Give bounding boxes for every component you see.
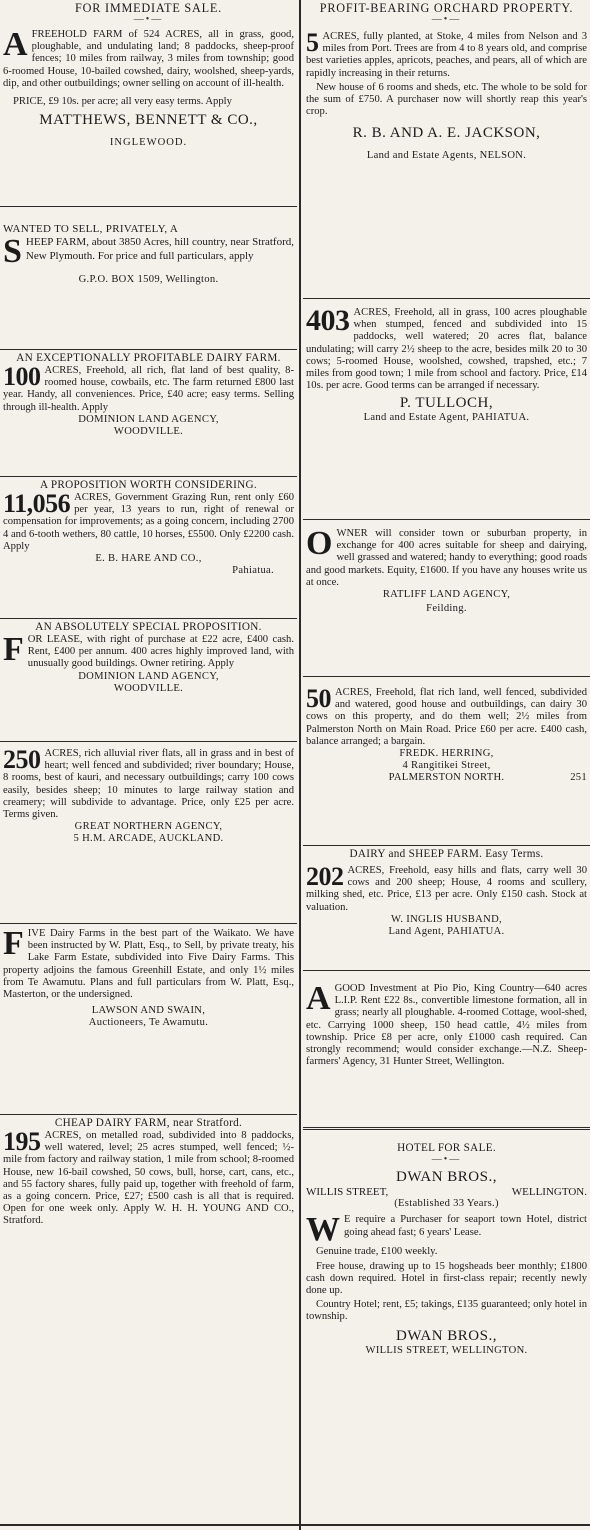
ad-agent: MATTHEWS, BENNETT & CO., xyxy=(39,112,258,129)
ad-cheap-dairy-farm xyxy=(0,1114,297,1321)
ad-agent: DOMINION LAND AGENCY, xyxy=(78,413,219,425)
ad-trade-line: Genuine trade, £100 weekly. xyxy=(316,1246,438,1258)
ad-agent: DOMINION LAND AGENCY, xyxy=(78,670,219,682)
ad-body: GOOD Investment at Pio Pio, King Country—640 acres L.I.P. Rent £22 8s., convertible limestone formation, all in grass; nearly all ploughable. 4-roomed Cottage, wool-shed, etc. Carrying 1000 sheep, 150 head cattle, 4½ miles from township. Price £8 per acre, only £1000 cash required. Can strongly recommend; would consider exchange.—N.Z. Sheep-farmers' Agency, 31 Hunter Street, Wellington. xyxy=(306,983,587,1068)
ad-agent: LAWSON AND SWAIN, xyxy=(91,1005,206,1017)
ad-heading: HOTEL FOR SALE. xyxy=(397,1142,496,1154)
ad-agent: P. TULLOCH, xyxy=(399,395,494,412)
ad-pio-pio-investment xyxy=(303,970,590,1127)
drop-cap: S xyxy=(3,233,22,270)
ad-agent: GREAT NORTHERN AGENCY, xyxy=(74,821,223,833)
acreage-number: 195 xyxy=(3,1127,41,1156)
acreage-number: 202 xyxy=(306,862,344,891)
ad-agent: FREDK. HERRING, xyxy=(399,748,494,760)
ad-orchard-property xyxy=(303,0,590,298)
ad-freehold-403-acres xyxy=(303,298,590,519)
ad-lead-line: WANTED TO SELL, PRIVATELY, A xyxy=(3,223,179,235)
ad-agent: RATLIFF LAND AGENCY, xyxy=(382,589,511,601)
ad-heading: DAIRY and SHEEP FARM. Easy Terms. xyxy=(349,848,544,860)
ad-lease-proposition xyxy=(0,618,297,741)
ad-body: ACRES, Freehold, easy hills and flats, carry well 30 cows and 200 sheep; House, 4 rooms and scullery, milking shed, etc. Price, £13 per acre. Only £150 cash. Stock at valuation. xyxy=(306,865,587,913)
ad-exchange-offer xyxy=(303,519,590,676)
ad-river-flats xyxy=(0,741,297,923)
column-divider xyxy=(299,0,301,1530)
ad-sign-firm: DWAN BROS., xyxy=(396,1327,497,1344)
acreage-number: 403 xyxy=(306,304,350,337)
drop-cap: O xyxy=(306,525,333,562)
acreage-number: 100 xyxy=(3,362,41,391)
ad-body: ACRES, Freehold, all rich, flat land of best quality, 8-roomed house, cowbails, etc. The farm returned £800 last year. Handy, all conveniences. Price, £40 acre; easy terms. Selling through ill-health. Apply xyxy=(3,365,294,413)
ad-location: WOODVILLE. xyxy=(113,426,184,438)
right-column xyxy=(303,0,590,1530)
ad-location-row xyxy=(306,772,587,784)
ad-body: ACRES, rich alluvial river flats, all in grass and in best of heart; well fenced and subdivided; river boundary; House, 8 rooms, best of kauri, and necessary outbuildings; carry 100 cows easily, besides sheep; 10 minutes to large railway station and creamery; will subdivide to advantage. Price, only £25 per acre. Terms given. xyxy=(3,748,294,821)
drop-cap: W xyxy=(306,1211,340,1249)
ad-location: Land Agent, PAHIATUA. xyxy=(388,926,505,938)
ad-heading: AN ABSOLUTELY SPECIAL PROPOSITION. xyxy=(35,621,262,633)
ad-location: Land and Estate Agents, NELSON. xyxy=(366,150,527,162)
ad-location: Auctioneers, Te Awamutu. xyxy=(88,1017,209,1029)
ad-heading: A PROPOSITION WORTH CONSIDERING. xyxy=(40,479,257,491)
ad-country-hotel: Country Hotel; rent, £5; takings, £135 guaranteed; only hotel in township. xyxy=(306,1299,587,1323)
ad-location: PALMERSTON NORTH. xyxy=(388,772,505,784)
ad-location: WOODVILLE. xyxy=(113,682,184,694)
ad-price: PRICE, £9 10s. per acre; all very easy terms. Apply xyxy=(13,96,232,108)
ad-sign-address: WILLIS STREET, WELLINGTON. xyxy=(365,1344,528,1356)
ad-body: OR LEASE, with right of purchase at £22 acre, £400 cash. Rent, £400 per annum. 400 acres highly improved land, with unusually good buildings. Owner retiring. Apply xyxy=(27,634,294,670)
ad-agent: R. B. AND A. E. JACKSON, xyxy=(352,125,541,142)
ad-reference-number: 251 xyxy=(570,772,587,784)
ad-heading: AN EXCEPTIONALLY PROFITABLE DAIRY FARM. xyxy=(16,352,281,364)
ad-location: Land and Estate Agent, PAHIATUA. xyxy=(363,412,530,424)
bottom-rule xyxy=(0,1524,590,1526)
ad-location: Feilding. xyxy=(426,603,467,615)
ad-waikato-dairy-farms xyxy=(0,923,297,1114)
ad-firm: DWAN BROS., xyxy=(396,1169,497,1185)
ad-heading: FOR IMMEDIATE SALE. xyxy=(75,1,222,15)
ad-body-continued: New house of 6 rooms and sheds, etc. The whole to be sold for the sum of £750. A purchaser now will shortly reap this year's crop. xyxy=(306,81,587,118)
ad-50-acres xyxy=(303,676,590,845)
ad-body: FREEHOLD FARM of 524 ACRES, all in grass, good, ploughable, and undulating land; 8 paddocks, sheep-proof fences; 10 miles from railway, 3 miles from township; good 6-roomed House, 10-bailed cowshed, dairy, woolshed, sheep-yards, dip, and other outbuildings; owner selling on account of ill-health. xyxy=(3,29,294,89)
acreage-number: 5 xyxy=(306,28,319,57)
ad-address-row xyxy=(306,1186,587,1198)
ornament-icon: —•— xyxy=(133,14,164,25)
ad-grazing-run xyxy=(0,476,297,618)
ad-hotel-for-sale xyxy=(303,1127,590,1356)
ad-body: IVE Dairy Farms in the best part of the Waikato. We have been instructed by W. Platt, Esq., to Sell, by private treaty, his Lake Farm Estate, subdivided into Five Dairy Farms. This property adjoins the famous Greenhill Estate, and only 1½ miles from Te Awamutu. Plans and full particulars from W. Platt, Esq., Masterton, or the undersigned. xyxy=(3,928,294,1001)
ad-agent: E. B. HARE AND CO., xyxy=(95,553,202,565)
ornament-icon: —•— xyxy=(431,14,462,25)
ad-body: ACRES, Freehold, all in grass, 100 acres ploughable when stumped, fenced and subdivided into 15 paddocks, well watered; 20 acres flat, balance undulating; will carry 2½ sheep to the acre, besides milk 20 to 30 cows; 5-roomed House, woolshed, cowshed, trapshed, etc.; 7 miles from good town; 1 mile from school and factory. Price, £14 10s. per acre. Good terms can be arranged if necessary. xyxy=(306,307,587,392)
ad-body: WNER will consider town or suburban property, in exchange for 400 acres suitable for sheep and dairying, well grassed and watered; handy to everything; good roads and good markets. Equity, £1600. If you have any houses write us at once. xyxy=(306,528,587,588)
ad-body: ACRES, fully planted, at Stoke, 4 miles from Nelson and 3 miles from Port. Trees are from 4 to 8 years old, and comprise best varieties apples, apricots, peaches, and pears, all of which are rapidly increasing in their returns. xyxy=(306,31,587,79)
ad-sheep-farm-wanted xyxy=(0,206,297,349)
drop-cap: A xyxy=(3,26,28,63)
drop-cap: F xyxy=(3,925,24,962)
ad-body: ACRES, Freehold, flat rich land, well fenced, subdivided and watered, good house and outbuildings, can dairy 30 cows on this property, and do them well; 2½ miles from Palmerston North on Main Road. Price £60 per acre. £400 cash, balance arranged; a bargain. xyxy=(306,687,587,747)
ad-body: E require a Purchaser for seaport town Hotel, district going ahead fast; 6 years' Lease. xyxy=(344,1214,587,1238)
ad-agent: W. INGLIS HUSBAND, xyxy=(391,913,502,925)
ad-location: Pahiatua. xyxy=(232,565,274,577)
drop-cap: F xyxy=(3,631,24,668)
acreage-number: 11,056 xyxy=(3,489,71,518)
drop-cap: A xyxy=(306,980,331,1017)
ad-address: G.P.O. BOX 1509, Wellington. xyxy=(78,274,219,285)
ornament-icon: —•— xyxy=(431,1154,462,1165)
ad-location: INGLEWOOD. xyxy=(109,137,188,149)
ad-address: 4 Rangitikei Street, xyxy=(402,760,491,772)
acreage-number: 50 xyxy=(306,684,331,713)
ad-profitable-dairy-farm xyxy=(0,349,297,476)
ad-body: HEEP FARM, about 3850 Acres, hill country, near Stratford, New Plymouth. For price and full particulars, apply xyxy=(25,236,294,262)
ad-street: WILLIS STREET, xyxy=(306,1186,389,1198)
ad-established: (Established 33 Years.) xyxy=(394,1198,499,1210)
acreage-number: 250 xyxy=(3,745,41,774)
ad-city: WELLINGTON. xyxy=(511,1186,587,1198)
ad-body: ACRES, Government Grazing Run, rent only £60 per year, 13 years to run, right of renewal or compensation for improvements; as a going concern, including 2700 4 and 6-tooth wethers, 80 cattle, 10 horses, £5500. Only £2200 cash. Apply xyxy=(3,492,294,552)
ad-dairy-sheep-farm xyxy=(303,845,590,970)
ad-location: 5 H.M. ARCADE, AUCKLAND. xyxy=(73,833,224,845)
ad-heading: CHEAP DAIRY FARM, near Stratford. xyxy=(54,1117,243,1129)
ad-immediate-sale xyxy=(0,0,297,206)
ad-body: ACRES, on metalled road, subdivided into 8 paddocks, well watered, level; 25 acres stumped, well fenced; ½-mile from factory and railway station, 1 mile from school; 8-roomed House, new 16-bail cowshed, 50 cows, bull, horse, cart, cans, etc., and 55 factory shares, fully paid up, together with freehold of farm, as a going concern. Price, £27; £500 cash is all that is required. Open for one week only. Apply W. H. H. YOUNG AND CO., Stratford. xyxy=(3,1130,294,1227)
ad-heading: PROFIT-BEARING ORCHARD PROPERTY. xyxy=(319,1,574,15)
ad-house-details: Free house, drawing up to 15 hogsheads beer monthly; £1800 cash down required. Hotel in first-class repair; recently newly done up. xyxy=(306,1260,587,1297)
